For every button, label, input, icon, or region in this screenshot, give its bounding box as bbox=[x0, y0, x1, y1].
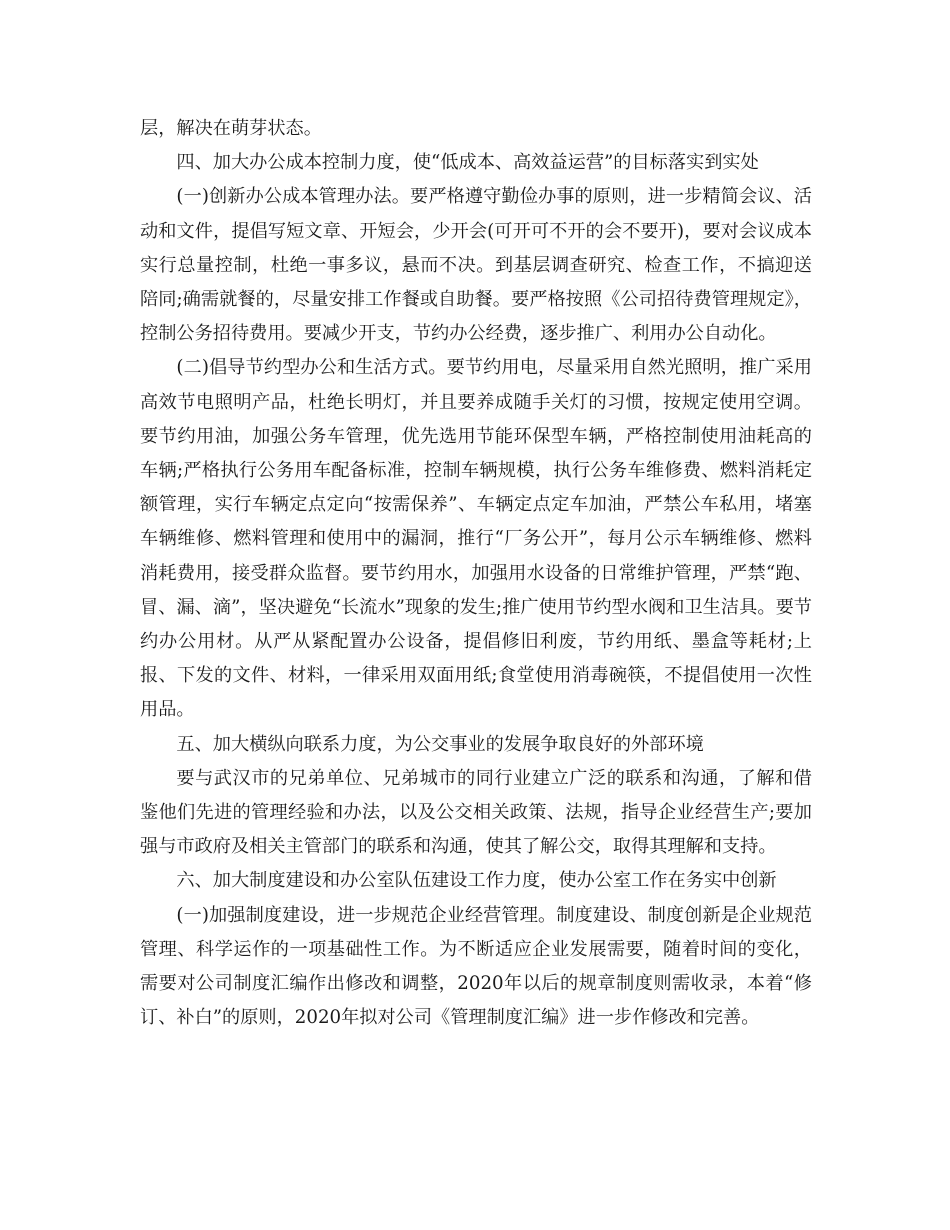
paragraph-external-relations: 要与武汉市的兄弟单位、兄弟城市的同行业建立广泛的联系和沟通，了解和借鉴他们先进的管理经验和办法，以及公交相关政策、法规，指导企业经营生产;要加强与市政府及相关主管部门的联系和沟通，使其了解公交，取得其理解和支持。 bbox=[140, 767, 812, 858]
section-heading-five: 五、加大横纵向联系力度，为公交事业的发展争取良好的外部环境 bbox=[176, 733, 704, 755]
document-body bbox=[140, 112, 812, 1035]
paragraph-continuation: 层，解决在萌芽状态。 bbox=[140, 118, 322, 139]
section-heading-six: 六、加大制度建设和办公室队伍建设工作力度，使办公室工作在务实中创新 bbox=[176, 870, 777, 892]
paragraph-office-cost-management: (一)创新办公成本管理办法。要严格遵守勤俭办事的原则，进一步精简会议、活动和文件，提倡写短文章、开短会，少开会(可开可不开的会不要开)，要对会议成本实行总量控制，杜绝一事多议，悬而不决。到基层调查研究、检查工作，不搞迎送陪同;确需就餐的，尽量安排工作餐或自助餐。要严格按照《公司招待费管理规定》，控制公务招待费用。要减少开支，节约办公经费，逐步推广、利用办公自动化。 bbox=[140, 186, 812, 345]
section-heading-four: 四、加大办公成本控制力度，使“低成本、高效益运营”的目标落实到实处 bbox=[176, 152, 759, 174]
paragraph-economical-office-lifestyle: (二)倡导节约型办公和生活方式。要节约用电，尽量采用自然光照明，推广采用高效节电照明产品，杜绝长明灯，并且要养成随手关灯的习惯，按规定使用空调。要节约用油，加强公务车管理，优先选用节能环保型车辆，严格控制使用油耗高的车辆;严格执行公务用车配备标准，控制车辆规模，执行公务车维修费、燃料消耗定额管理，实行车辆定点定向“按需保养”、车辆定点定车加油，严禁公车私用，堵塞车辆维修、燃料管理和使用中的漏洞，推行“厂务公开”，每月公示车辆维修、燃料消耗费用，接受群众监督。要节约用水，加强用水设备的日常维护管理，严禁“跑、冒、漏、滴”，坚决避免“长流水”现象的发生;推广使用节约型水阀和卫生洁具。要节约办公用材。从严从紧配置办公设备，提倡修旧利废，节约用纸、墨盒等耗材;上报、下发的文件、材料，一律采用双面用纸;食堂使用消毒碗筷，不提倡使用一次性用品。 bbox=[140, 357, 812, 721]
paragraph-system-construction: (一)加强制度建设，进一步规范企业经营管理。制度建设、制度创新是企业规范管理、科学运作的一项基础性工作。为不断适应企业发展需要，随着时间的变化，需要对公司制度汇编作出修改和调整，2020年以后的规章制度则需收录，本着“修订、补白”的原则，2020年拟对公司《管理制度汇编》进一步作修改和完善。 bbox=[140, 904, 812, 1029]
